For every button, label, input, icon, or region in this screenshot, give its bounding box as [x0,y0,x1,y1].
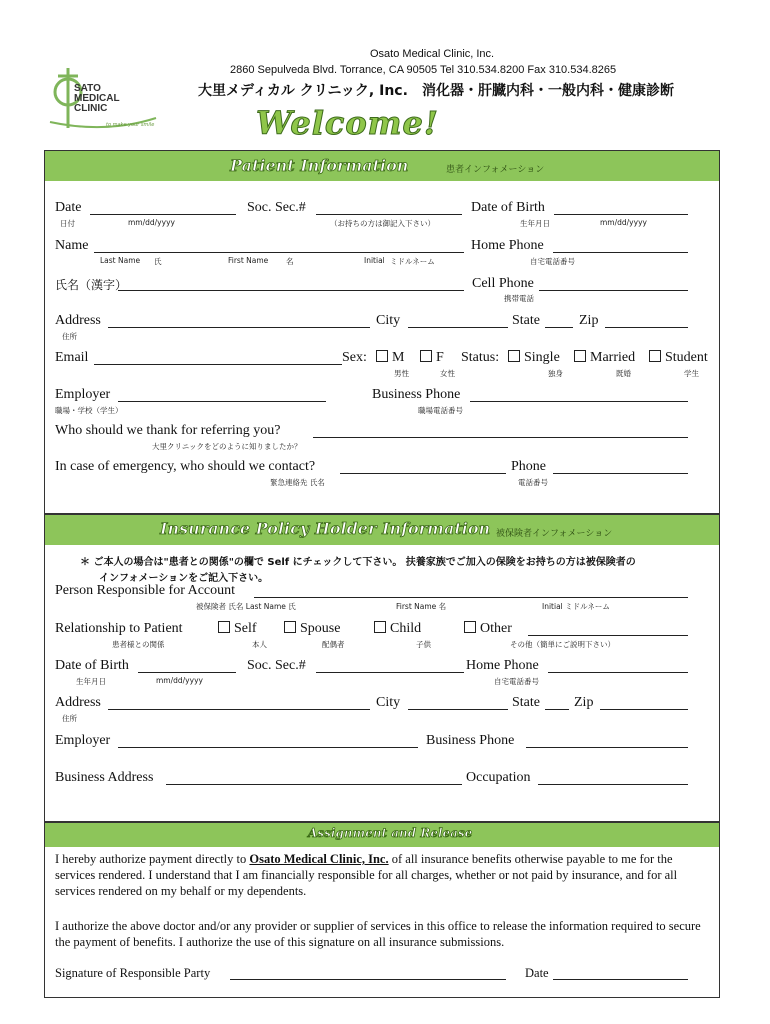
insurance-section-title: Insurance Policy Holder Information [160,519,491,538]
self-checkbox[interactable] [218,621,230,633]
insured-address-label: Address [55,695,101,710]
responsible-last-label: 被保険者 氏名 Last Name 氏 [196,602,296,611]
business-phone-jp: 職場電話番号 [418,406,463,415]
clinic-name-jp: 大里メディカル クリニック, Inc. [198,83,408,99]
status-married-option[interactable]: Married [574,350,635,366]
name-field[interactable] [94,252,464,253]
last-name-label: Last Name [100,256,141,265]
relationship-jp: 患者様との関係 [112,640,165,649]
single-jp: 独身 [548,369,563,378]
assignment-paragraph-2: I authorize the above doctor and/or any provider or supplier of services in this office to release the information required to secure the payment of benefits. I authorize the use of this signature on all insurance submissions. [55,919,701,949]
insured-business-phone-field[interactable] [526,747,688,748]
date-field[interactable] [90,214,236,215]
initial-jp: ミドルネーム [390,257,435,266]
date-label: Date [55,200,82,215]
cell-phone-label: Cell Phone [472,276,534,291]
other-jp: その他（簡単にご説明下さい） [510,640,615,649]
insured-zip-label: Zip [574,695,594,710]
referral-field[interactable] [313,437,688,438]
student-jp: 学生 [684,369,699,378]
child-jp: 子供 [416,640,431,649]
employer-field[interactable] [118,401,326,402]
date-format: mm/dd/yyyy [128,218,175,227]
name-label: Name [55,238,89,253]
insured-home-phone-label: Home Phone [466,658,539,673]
male-jp: 男性 [394,369,409,378]
home-phone-jp: 自宅電話番号 [530,257,575,266]
insured-ssn-label: Soc. Sec.# [247,658,306,673]
cell-phone-jp: 携帯電話 [504,294,534,303]
status-student-option[interactable]: Student [649,350,708,366]
business-address-field[interactable] [166,784,462,785]
insured-employer-label: Employer [55,733,111,748]
insured-state-field[interactable] [545,709,569,710]
spouse-jp: 配偶者 [322,640,345,649]
other-checkbox[interactable] [464,621,476,633]
sex-male-option[interactable]: M [376,350,404,366]
business-address-label: Business Address [55,770,154,785]
insured-city-field[interactable] [408,709,508,710]
other-field[interactable] [528,635,688,636]
insurance-section-title-jp: 被保険者インフォメーション [496,529,613,539]
occupation-field[interactable] [538,784,688,785]
signature-field[interactable] [230,979,506,980]
clinic-address: 2860 Sepulveda Blvd. Torrance, CA 90505 Tel 310.534.8200 Fax 310.534.8265 [230,64,617,76]
ssn-label: Soc. Sec.# [247,200,306,215]
emergency-phone-field[interactable] [553,473,688,474]
home-phone-label: Home Phone [471,238,544,253]
insured-employer-field[interactable] [118,747,418,748]
logo-tagline: to make your smile [106,122,155,128]
self-jp: 本人 [252,640,267,649]
email-label: Email [55,350,89,365]
insured-state-label: State [512,695,540,710]
signature-label: Signature of Responsible Party [55,966,211,980]
clinic-name-en: Osato Medical Clinic, Inc. [370,48,495,60]
insured-address-field[interactable] [108,709,370,710]
clinic-logo [46,62,176,134]
address-jp: 住所 [62,332,77,341]
welcome-title: Welcome! [256,104,439,142]
departments-jp: 消化器・肝臓内科・一般内科・健康診断 [422,83,674,99]
student-checkbox[interactable] [649,350,661,362]
logo-line1: SATO [74,83,101,94]
status-label: Status: [461,350,500,365]
insured-address-jp: 住所 [62,714,77,723]
logo-line3: CLINIC [74,103,108,114]
address-field[interactable] [108,327,370,328]
initial-label: Initial [364,256,385,265]
last-name-jp: 氏 [154,257,162,266]
female-jp: 女性 [440,369,455,378]
occupation-label: Occupation [466,770,531,785]
rel-other-option[interactable]: Other [464,621,512,637]
rel-self-option[interactable]: Self [218,621,257,637]
insured-dob-jp: 生年月日 [76,677,106,686]
emergency-jp: 緊急連絡先 氏名 [270,478,325,487]
spouse-checkbox[interactable] [284,621,296,633]
assignment-paragraph-1: I hereby authorize payment directly to Osato Medical Clinic, Inc. of all insurance benefits otherwise payable to me for the services rendered. I understand that I am financially responsible for all charges, whether or not paid by insurance, and for all services rendered on my behalf or my dependents. [55,852,678,898]
rel-child-option[interactable]: Child [374,621,421,637]
kanji-name-label: 氏名（漢字） [55,278,128,292]
emergency-label: In case of emergency, who should we contact? [55,459,316,474]
state-label: State [512,313,540,328]
child-checkbox[interactable] [374,621,386,633]
female-checkbox[interactable] [420,350,432,362]
married-checkbox[interactable] [574,350,586,362]
responsible-first-label: First Name 名 [396,602,447,611]
status-single-option[interactable]: Single [508,350,560,366]
insured-zip-field[interactable] [600,709,688,710]
cell-phone-field[interactable] [539,290,688,291]
dob-field[interactable] [554,214,688,215]
address-label: Address [55,313,101,328]
sex-label: Sex: [342,350,367,365]
home-phone-field[interactable] [553,252,688,253]
referral-label: Who should we thank for referring you? [55,423,281,438]
date-label-jp: 日付 [60,219,75,228]
insurance-note-line1: ＊ ご本人の場合は"患者との関係"の欄で Self にチェックして下さい。 扶養家族でご加入の保険をお持ちの方は被保険者の [80,557,636,568]
insured-city-label: City [376,695,401,710]
zip-field[interactable] [605,327,688,328]
patient-section-title: Patient Information [230,156,409,175]
signature-date-field[interactable] [553,979,688,980]
dob-label-jp: 生年月日 [520,219,550,228]
ssn-field[interactable] [316,214,462,215]
emergency-phone-label: Phone [511,459,546,474]
rel-spouse-option[interactable]: Spouse [284,621,340,637]
male-checkbox[interactable] [376,350,388,362]
insured-dob-label: Date of Birth [55,658,129,673]
referral-jp: 大里クリニックをどのように知りましたか？ [152,442,302,451]
dob-label: Date of Birth [471,200,545,215]
first-name-jp: 名 [286,257,294,266]
business-phone-field[interactable] [470,401,688,402]
city-field[interactable] [408,327,508,328]
responsible-field[interactable] [254,597,688,598]
employer-jp: 職場・学校（学生） [55,406,123,415]
emergency-field[interactable] [340,473,506,474]
assignment-section-title: Assignment and Release [308,826,473,840]
city-label: City [376,313,401,328]
logo-line2: MEDICAL [74,93,120,104]
insurance-note-line2: インフォメーションをご記入下さい。 [99,573,269,584]
married-jp: 既婚 [616,369,631,378]
responsible-label: Person Responsible for Account [55,583,236,598]
insured-ssn-field[interactable] [316,672,464,673]
insured-dob-field[interactable] [138,672,236,673]
sex-female-option[interactable]: F [420,350,444,366]
insured-home-phone-jp: 自宅電話番号 [494,677,539,686]
clinic-name-link: Osato Medical Clinic, Inc. [249,852,389,866]
dob-format: mm/dd/yyyy [600,218,647,227]
emergency-phone-jp: 電話番号 [518,478,548,487]
relationship-label: Relationship to Patient [55,621,183,636]
patient-section-title-jp: 患者インフォメーション [446,165,545,175]
insured-home-phone-field[interactable] [548,672,688,673]
insured-dob-format: mm/dd/yyyy [156,676,203,685]
email-field[interactable] [94,364,342,365]
business-phone-label: Business Phone [372,387,461,402]
kanji-name-field[interactable] [118,290,464,291]
responsible-initial-label: Initial ミドルネーム [542,602,610,611]
single-checkbox[interactable] [508,350,520,362]
ssn-note-jp: （お持ちの方は御記入下さい） [330,219,435,228]
signature-date-label: Date [525,966,549,980]
zip-label: Zip [579,313,599,328]
state-field[interactable] [545,327,573,328]
employer-label: Employer [55,387,111,402]
insured-business-phone-label: Business Phone [426,733,515,748]
first-name-label: First Name [228,256,269,265]
